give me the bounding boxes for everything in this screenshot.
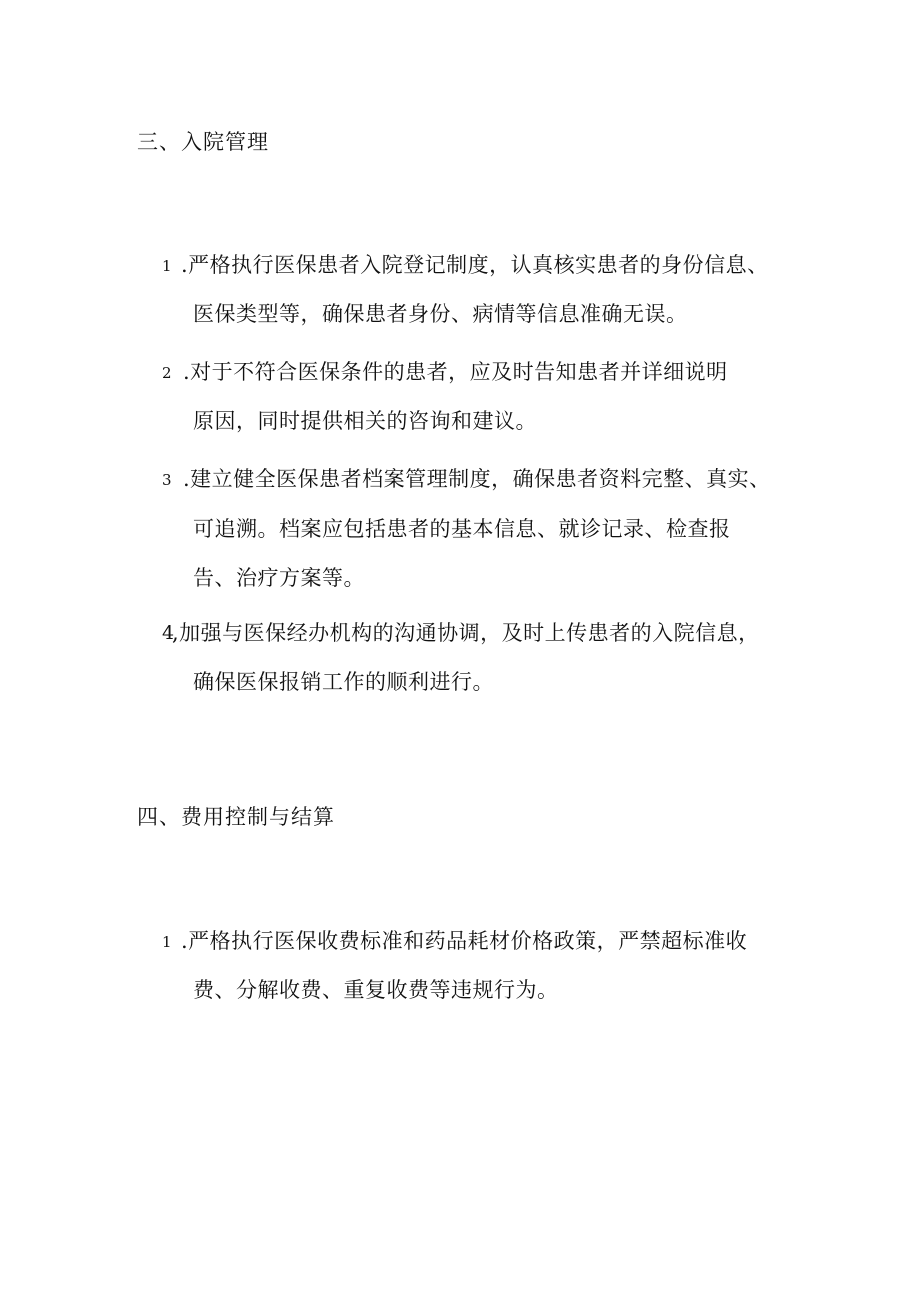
item-number: 4 [162,622,175,644]
item-number: 1 [162,257,172,275]
item-text-line: 可追溯。档案应包括患者的基本信息、就诊记录、检查报 [193,517,731,541]
item-text-line: .严格执行医保患者入院登记制度，认真核实患者的身份信息、 [181,253,769,277]
item-text-line: .严格执行医保收费标准和药品耗材价格政策，严禁超标准收 [181,929,748,953]
item-text-line: 原因，同时提供相关的咨询和建议。 [193,409,537,433]
item-text-line: .建立健全医保患者档案管理制度，确保患者资料完整、真实、 [183,467,771,491]
item-number: 3 [162,471,172,489]
item-text-line: .对于不符合医保条件的患者，应及时告知患者并详细说明 [183,360,728,384]
item-number: 1 [162,933,172,951]
item-text-line: 费、分解收费、重复收费等违规行为。 [193,978,559,1002]
section-heading: 四、费用控制与结算 [137,805,335,829]
item-number: 2 [162,364,172,382]
item-text-line: ,加强与医保经办机构的沟通协调，及时上传患者的入院信息， [172,621,760,645]
section-heading: 三、入院管理 [137,130,269,154]
item-text-line: 医保类型等，确保患者身份、病情等信息准确无误。 [193,302,688,326]
item-text-line: 确保医保报销工作的顺利进行。 [193,670,494,694]
item-text-line: 告、治疗方案等。 [193,566,365,590]
